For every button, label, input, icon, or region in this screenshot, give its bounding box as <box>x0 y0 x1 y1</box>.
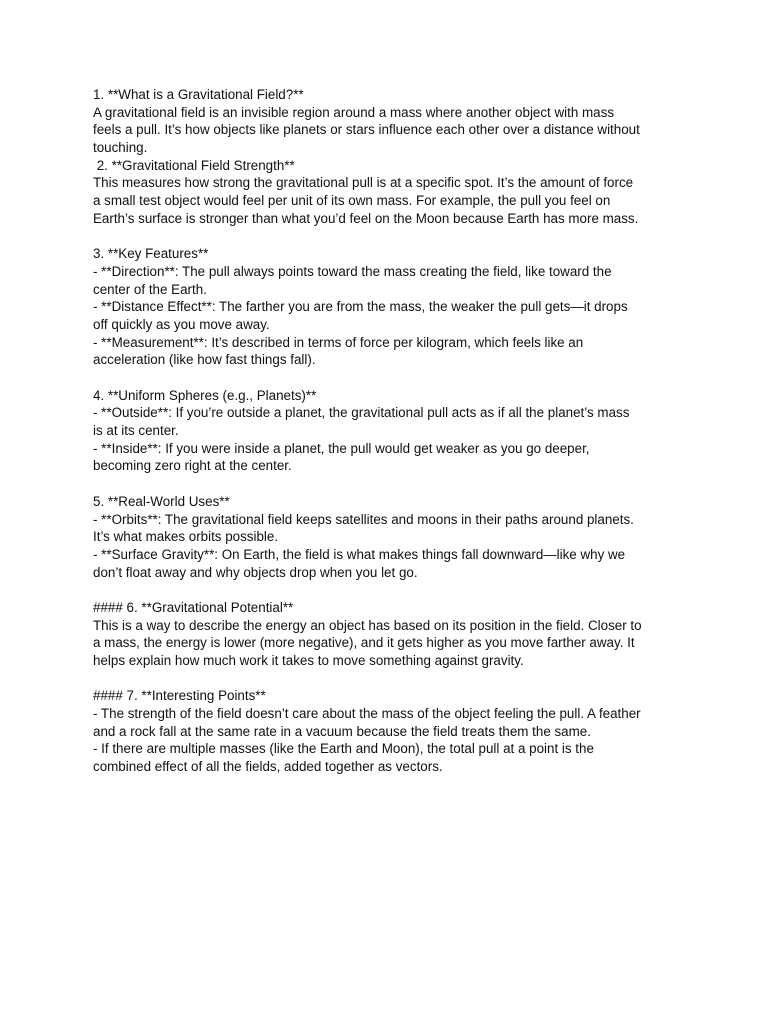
list-item-line: - **Inside**: If you were inside a planet, the pull would get weaker as you go deeper, <box>93 440 590 456</box>
paragraph-line: A gravitational field is an invisible region around a mass where another object with mass <box>93 104 615 120</box>
paragraph-line: touching. <box>93 140 148 156</box>
list-item-line: - **Measurement**: It’s described in terms of force per kilogram, which feels like an <box>93 334 584 350</box>
list-item-line: - The strength of the field doesn’t care about the mass of the object feeling the pull. A feather <box>93 706 641 722</box>
list-item-line: - **Direction**: The pull always points toward the mass creating the field, like toward the <box>93 263 612 279</box>
heading-5: 5. **Real-World Uses** <box>93 493 230 509</box>
heading-4: 4. **Uniform Spheres (e.g., Planets)** <box>93 387 317 403</box>
heading-6: #### 6. **Gravitational Potential** <box>93 599 294 615</box>
blank-line <box>93 581 683 599</box>
paragraph-line: Earth’s surface is stronger than what you’d feel on the Moon because Earth has more mass. <box>93 210 639 226</box>
list-item-line: is at its center. <box>93 423 179 439</box>
heading-2: 2. **Gravitational Field Strength** <box>93 157 295 173</box>
blank-line <box>93 670 683 688</box>
heading-7: #### 7. **Interesting Points** <box>93 688 266 704</box>
list-item-line: - **Surface Gravity**: On Earth, the field is what makes things fall downward—like why we <box>93 546 626 562</box>
list-item-line: It’s what makes orbits possible. <box>93 529 279 545</box>
heading-1: 1. **What is a Gravitational Field?** <box>93 87 304 102</box>
document-page <box>93 86 683 776</box>
list-item-line: - **Outside**: If you’re outside a planet, the gravitational pull acts as if all the planet’s mass <box>93 405 630 421</box>
blank-line <box>93 475 683 493</box>
list-item-line: - **Orbits**: The gravitational field keeps satellites and moons in their paths around planets. <box>93 511 634 527</box>
paragraph-line: helps explain how much work it takes to move something against gravity. <box>93 653 524 668</box>
list-item-line: center of the Earth. <box>93 281 207 297</box>
blank-line <box>93 228 683 246</box>
list-item-line: off quickly as you move away. <box>93 316 270 332</box>
list-item-line: don’t float away and why objects drop when you let go. <box>93 564 418 580</box>
list-item-line: - **Distance Effect**: The farther you are from the mass, the weaker the pull gets—it drops <box>93 299 628 315</box>
list-item-line: acceleration (like how fast things fall). <box>93 352 316 368</box>
heading-3: 3. **Key Features** <box>93 246 209 262</box>
list-item-line: combined effect of all the fields, added together as vectors. <box>93 759 443 775</box>
list-item-line: - If there are multiple masses (like the Earth and Moon), the total pull at a point is the <box>93 741 594 757</box>
list-item-line: and a rock fall at the same rate in a vacuum because the field treats them the same. <box>93 723 591 739</box>
paragraph-line: feels a pull. It’s how objects like planets or stars influence each other over a distance without <box>93 122 640 138</box>
list-item-line: becoming zero right at the center. <box>93 458 292 474</box>
paragraph-line: a small test object would feel per unit of its own mass. For example, the pull you feel on <box>93 193 611 209</box>
paragraph-line: a mass, the energy is lower (more negative), and it gets higher as you move farther away. It <box>93 635 635 651</box>
paragraph-line: This measures how strong the gravitational pull is at a specific spot. It’s the amount of force <box>93 175 634 191</box>
blank-line <box>93 369 683 387</box>
paragraph-line: This is a way to describe the energy an object has based on its position in the field. Closer to <box>93 617 642 633</box>
